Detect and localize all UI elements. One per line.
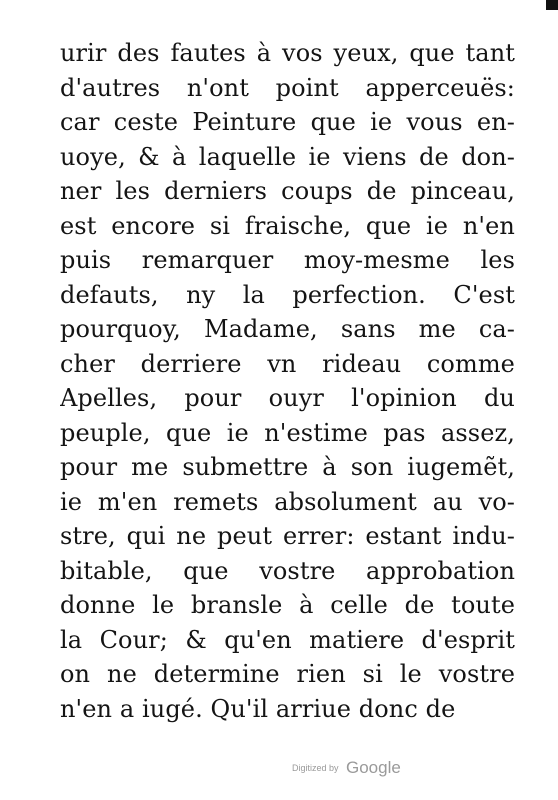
scan-edge-mark [546,0,558,10]
body-text [60,36,515,726]
text-line-17: donne le bransle à celle de toute [60,591,515,619]
text-line-15: stre, qui ne peut errer: estant indu- [60,522,515,550]
text-line-10: cher derriere vn rideau comme [60,349,515,378]
watermark-prefix: Digitized by [292,763,339,773]
text-line-14: ie m'en remets absolument au vo- [60,487,515,516]
text-line-9: pourquoy, Madame, sans me ca- [60,315,515,343]
text-line-7: puis remarquer moy-mesme les [60,246,515,274]
text-line-16: bitable, que vostre approbation [60,556,515,585]
text-line-2: d'autres n'ont point apperceuës: [60,73,515,102]
text-line-20: n'en a iugé. Qu'il arriue donc de [60,694,456,723]
text-line-4: uoye, & à laquelle ie viens de don- [60,142,515,171]
text-line-5: ner les derniers coups de pinceau, [60,177,515,205]
text-line-6: est encore si fraische, que ie n'en [60,211,515,240]
text-line-8: defauts, ny la perfection. C'est [60,280,515,309]
watermark-brand-logo: Google [345,758,401,777]
text-line-18: la Cour; & qu'en matiere d'esprit [60,625,515,654]
text-line-3: car ceste Peinture que ie vous en- [60,108,515,136]
digitized-watermark [292,758,401,778]
text-line-19: on ne determine rien si le vostre [60,660,515,688]
text-line-1: urir des fautes à vos yeux, que tant [60,39,515,67]
text-line-12: peuple, que ie n'estime pas assez, [60,418,515,447]
text-line-13: pour me submettre à son iugemẽt, [60,453,515,481]
text-line-11: Apelles, pour ouyr l'opinion du [60,384,515,412]
